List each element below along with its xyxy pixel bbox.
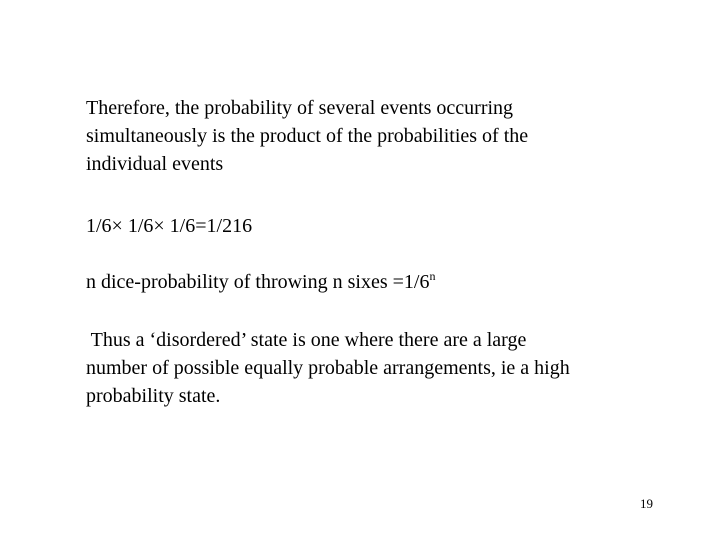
exponent-n: n <box>429 269 436 283</box>
text-line: Therefore, the probability of several events occurring <box>86 97 514 119</box>
paragraph-disordered-state <box>86 326 570 410</box>
n-dice-text: n dice-probability of throwing n sixes =1/6 <box>86 271 430 293</box>
text-line: probability state. <box>86 385 221 407</box>
paragraph-n-dice <box>86 268 435 296</box>
equation-dice <box>86 212 252 240</box>
equation-text: 1/6× 1/6× 1/6=1/216 <box>86 215 253 237</box>
text-line: simultaneously is the product of the probabilities of the <box>86 125 529 147</box>
text-line: individual events <box>86 153 224 175</box>
text-line: Thus a ‘disordered’ state is one where there are a large <box>86 329 527 351</box>
text-line: number of possible equally probable arrangements, ie a high <box>86 357 570 379</box>
paragraph-product-rule <box>86 94 528 178</box>
page-number: 19 <box>640 496 653 511</box>
